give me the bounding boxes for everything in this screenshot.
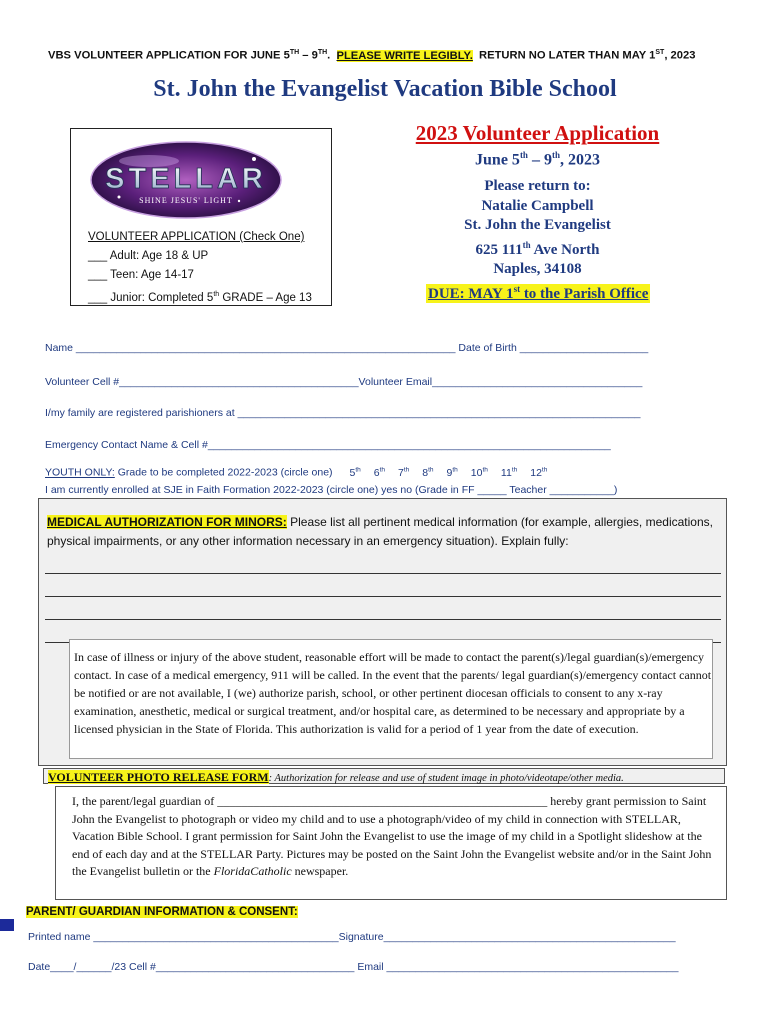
contact-org: St. John the Evangelist: [464, 217, 611, 233]
superscript: th: [551, 150, 560, 160]
grade-option[interactable]: 6th: [373, 466, 385, 479]
grade-option[interactable]: 12th: [530, 466, 548, 479]
medical-prompt-text: Please list all pertinent medical information (for example, allergies, medications, physical impairments, or any other information necessary in an emergency situation). Explain fully:: [47, 515, 713, 548]
logo-tagline: SHINE JESUS' LIGHT: [139, 196, 233, 205]
emergency-contact-field[interactable]: Emergency Contact Name & Cell #_____________________________________________________________________: [45, 439, 611, 451]
medical-consent-panel: [69, 639, 713, 759]
top-line-part: .: [327, 49, 337, 62]
youth-only-label: YOUTH ONLY:: [45, 466, 115, 479]
top-instruction-line: [48, 49, 695, 62]
write-legibly-highlight: PLEASE WRITE LEGIBLY.: [336, 49, 473, 62]
newspaper-name: FloridaCatholic: [213, 864, 292, 878]
due-date-highlight: [426, 284, 650, 303]
grade-options[interactable]: [349, 467, 560, 479]
option-junior-text: GRADE – Age 13: [219, 291, 312, 304]
address-text: 625 111: [475, 241, 523, 258]
superscript: TH: [289, 49, 300, 56]
street-address: [380, 236, 695, 261]
superscript: th: [522, 239, 531, 250]
photo-release-body: I, the parent/legal guardian of _______________________________________________________ hereby grant permission to Saint John the Evangelist to photograph or video my child and to use a photograph/video of my child in connection with STELLAR, Vacation Bible School. I grant permission for Saint John the Evangelist to use the image of my child in a Spotlight slideshow at the end of each day and at the STELLAR Party. Pictures may be posted on the Saint John the Evangelist website and/or in the Saint John the Evangelist bulletin or the: [72, 794, 712, 878]
medical-blank-line[interactable]: [45, 573, 721, 574]
grade-option[interactable]: 10th: [470, 466, 488, 479]
return-address-block: [380, 177, 695, 280]
option-teen: ___ Teen: Age 14-17: [88, 269, 194, 281]
dates-text: – 9: [527, 151, 552, 169]
superscript: th: [213, 291, 220, 298]
photo-release-text: [72, 793, 717, 881]
option-junior-text: ___ Junior: Completed 5: [88, 291, 214, 304]
grade-option[interactable]: 8th: [422, 466, 434, 479]
parish-field[interactable]: I/my family are registered parishioners at _____________________________________________________________________: [45, 407, 641, 419]
address-text: Ave North: [530, 241, 600, 258]
volunteer-type-box: [70, 128, 332, 306]
name-dob-field[interactable]: Name _________________________________________________________________ Date of Birth ______________________: [45, 342, 649, 354]
medical-authorization-box: [38, 498, 727, 766]
volunteer-type-heading: VOLUNTEER APPLICATION (Check One): [88, 231, 305, 243]
medical-blank-line[interactable]: [45, 619, 721, 620]
photo-release-header: [43, 768, 725, 784]
cell-email-field[interactable]: Volunteer Cell #_________________________________________Volunteer Email____________________________________: [45, 376, 643, 388]
stellar-logo: [89, 139, 283, 221]
volunteer-type-list: [88, 228, 312, 308]
photo-release-body: newspaper.: [291, 864, 349, 878]
logo-word: STELLAR: [105, 163, 267, 195]
grade-option[interactable]: 5th: [349, 466, 361, 479]
photo-release-heading: VOLUNTEER PHOTO RELEASE FORM: [48, 770, 269, 784]
option-adult: ___ Adult: Age 18 & UP: [88, 250, 209, 262]
grade-option[interactable]: 7th: [398, 466, 410, 479]
medical-blank-line[interactable]: [45, 596, 721, 597]
top-line-part: VBS VOLUNTEER APPLICATION FOR JUNE 5: [48, 49, 290, 62]
superscript: th: [519, 150, 528, 160]
top-line-part: , 2023: [664, 49, 696, 62]
application-title: 2023 Volunteer Application: [415, 121, 660, 145]
medical-heading: MEDICAL AUTHORIZATION FOR MINORS:: [47, 515, 287, 529]
photo-release-box: [55, 786, 727, 900]
return-label: Please return to:: [484, 178, 591, 194]
superscript: TH: [317, 49, 328, 56]
parent-guardian-heading: PARENT/ GUARDIAN INFORMATION & CONSENT:: [26, 906, 298, 918]
city-zip: Naples, 34108: [493, 261, 582, 277]
youth-text: Grade to be completed 2022-2023 (circle one): [114, 466, 333, 479]
superscript: ST: [655, 49, 665, 56]
due-text: to the Parish Office: [520, 286, 649, 302]
date-cell-email-field[interactable]: Date____/______/23 Cell #__________________________________ Email __________________________________________________: [28, 961, 679, 973]
youth-grade-line: [45, 466, 560, 479]
medical-consent-text: In case of illness or injury of the above student, reasonable effort will be made to contact the parent(s)/legal guardian(s)/emergency contact. In case of a medical emergency, 911 will be called. In the event that the parents/ legal guardian(s)/emergency contact cannot be notified or are not available, I (we) authorize parish, school, or other pertinent diocesan officials to consent to any x-ray examination, anesthetic, medical or surgical treatment, and/or hospital care, as determined to be necessary and appropriate by a licensed physician in the State of Florida. This authorization is valid for a period of 1 year from the date of execution.: [74, 650, 712, 736]
due-text: DUE: MAY 1: [428, 286, 514, 302]
event-dates: [380, 150, 695, 169]
bullet-marker: [0, 919, 14, 931]
contact-name: Natalie Campbell: [481, 197, 594, 214]
superscript: st: [513, 284, 521, 294]
top-line-part: – 9: [299, 49, 318, 62]
dates-text: June 5: [475, 151, 520, 169]
photo-release-subheading: : Authorization for release and use of student image in photo/videotape/other media.: [268, 773, 624, 784]
printed-name-signature-field[interactable]: Printed name __________________________________________Signature__________________________________________________: [28, 931, 676, 943]
faith-formation-line[interactable]: I am currently enrolled at SJE in Faith Formation 2022-2023 (circle one) yes no (Grade in FF _____ Teacher ___________): [45, 484, 618, 496]
top-line-part: RETURN NO LATER THAN MAY 1: [472, 49, 656, 62]
medical-prompt: [47, 513, 717, 551]
option-junior: [88, 285, 312, 308]
school-title: St. John the Evangelist Vacation Bible School: [153, 76, 617, 102]
dates-text: , 2023: [559, 151, 600, 169]
grade-option[interactable]: 11th: [500, 466, 518, 479]
grade-option[interactable]: 9th: [446, 466, 458, 479]
